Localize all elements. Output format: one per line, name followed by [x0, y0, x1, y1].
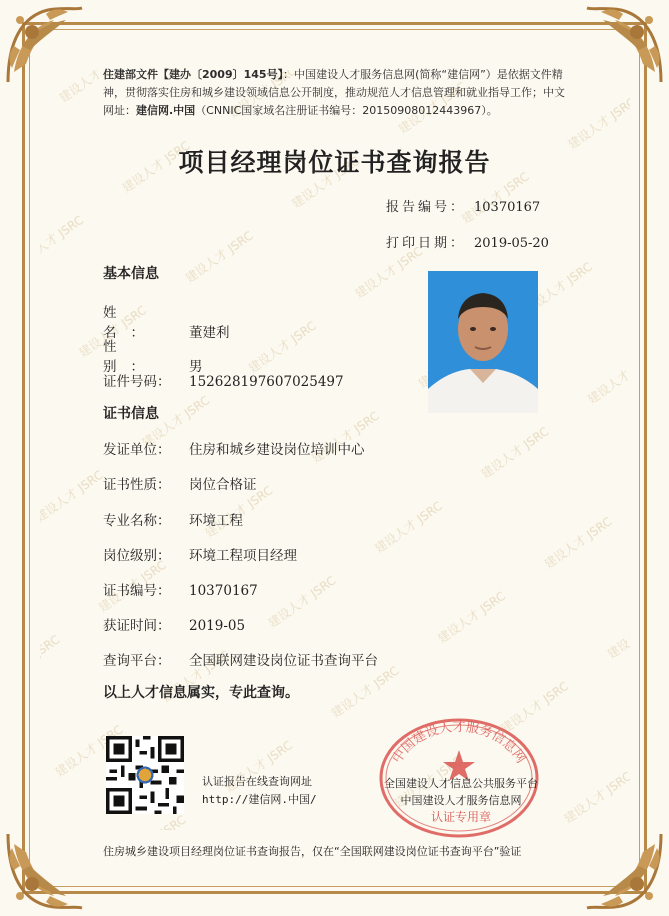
issuer-value: 住房和城乡建设岗位培训中心	[189, 442, 365, 458]
gender-row	[103, 335, 203, 375]
cert-type-value: 岗位合格证	[189, 477, 257, 493]
print-date-label: 打印日期：	[386, 236, 467, 251]
id-label: 证件号码：	[103, 374, 171, 390]
corner-ornament-icon	[581, 828, 667, 914]
verify-label: 认证报告在线查询网址	[202, 775, 312, 788]
level-value: 环境工程项目经理	[189, 548, 297, 564]
platform-label: 查询平台：	[103, 653, 171, 669]
basic-info-heading: 基本信息	[103, 266, 159, 282]
site-name: 建信网.中国	[136, 104, 196, 117]
issuer-row	[103, 438, 365, 458]
cert-number-label: 证书编号：	[103, 583, 171, 599]
cert-info-heading: 证书信息	[103, 406, 159, 422]
print-date	[386, 232, 549, 251]
gender-value: 男	[189, 359, 203, 375]
intro-text: ：中国建设人才服务信息网(简称“建信网”）是依据文件精神，贯彻落实住房和城乡建设领域信息公开制度，推动规范人才信息管理和就业指导工作；中文网址：	[103, 68, 565, 117]
issue-date-value: 2019-05	[189, 618, 246, 634]
svg-text:中国建设人才服务信息网: 中国建设人才服务信息网	[389, 720, 529, 767]
portrait-photo	[428, 271, 538, 413]
footer-text: 住房城乡建设项目经理岗位证书查询报告，仅在“全国联网建设岗位证书查询平台”验证	[103, 845, 522, 858]
doc-reference: 住建部文件【建办〔2009〕145号】	[103, 68, 284, 81]
corner-ornament-icon	[2, 2, 88, 88]
verify-block	[202, 773, 317, 809]
print-date-value: 2019-05-20	[474, 236, 549, 251]
corner-ornament-icon	[2, 828, 88, 914]
issue-date-row	[103, 614, 245, 634]
cnnic-text: （CNNIC国家域名注册证书编号：20150908012443967）。	[195, 104, 498, 117]
level-label: 岗位级别：	[103, 548, 171, 564]
report-number	[386, 196, 540, 215]
issue-date-label: 获证时间：	[103, 618, 171, 634]
report-number-label: 报告编号：	[386, 200, 467, 215]
issuer-label: 发证单位：	[103, 442, 171, 458]
statement: 以上人才信息属实，专此查询。	[103, 685, 299, 701]
cert-number-value: 10370167	[189, 583, 258, 599]
seal-line-2: 中国建设人才服务信息网	[400, 794, 522, 807]
page-title: 项目经理岗位证书查询报告	[178, 148, 491, 177]
name-label: 姓 名：	[103, 305, 158, 341]
cert-type-row	[103, 473, 257, 493]
name-value: 董建利	[189, 325, 230, 341]
gender-label: 性 别：	[103, 339, 158, 375]
seal-line-1: 全国建设人才信息公共服务平台	[384, 777, 538, 790]
cert-number-row	[103, 579, 258, 599]
specialty-value: 环境工程	[189, 513, 243, 529]
seal-line-3: 认证专用章	[430, 810, 491, 824]
cert-type-label: 证书性质：	[103, 477, 171, 493]
intro-paragraph	[103, 66, 573, 120]
id-value: 152628197607025497	[189, 374, 344, 390]
verify-url-link[interactable]: http://建信网.中国/	[202, 793, 317, 806]
platform-row	[103, 649, 378, 669]
qr-code-icon[interactable]	[106, 736, 184, 814]
platform-value: 全国联网建设岗位证书查询平台	[189, 653, 378, 669]
id-row	[103, 370, 344, 390]
corner-ornament-icon	[581, 2, 667, 88]
report-number-value: 10370167	[474, 200, 541, 215]
level-row	[103, 544, 297, 564]
portrait-icon	[428, 271, 538, 413]
specialty-row	[103, 509, 243, 529]
specialty-label: 专业名称：	[103, 513, 171, 529]
